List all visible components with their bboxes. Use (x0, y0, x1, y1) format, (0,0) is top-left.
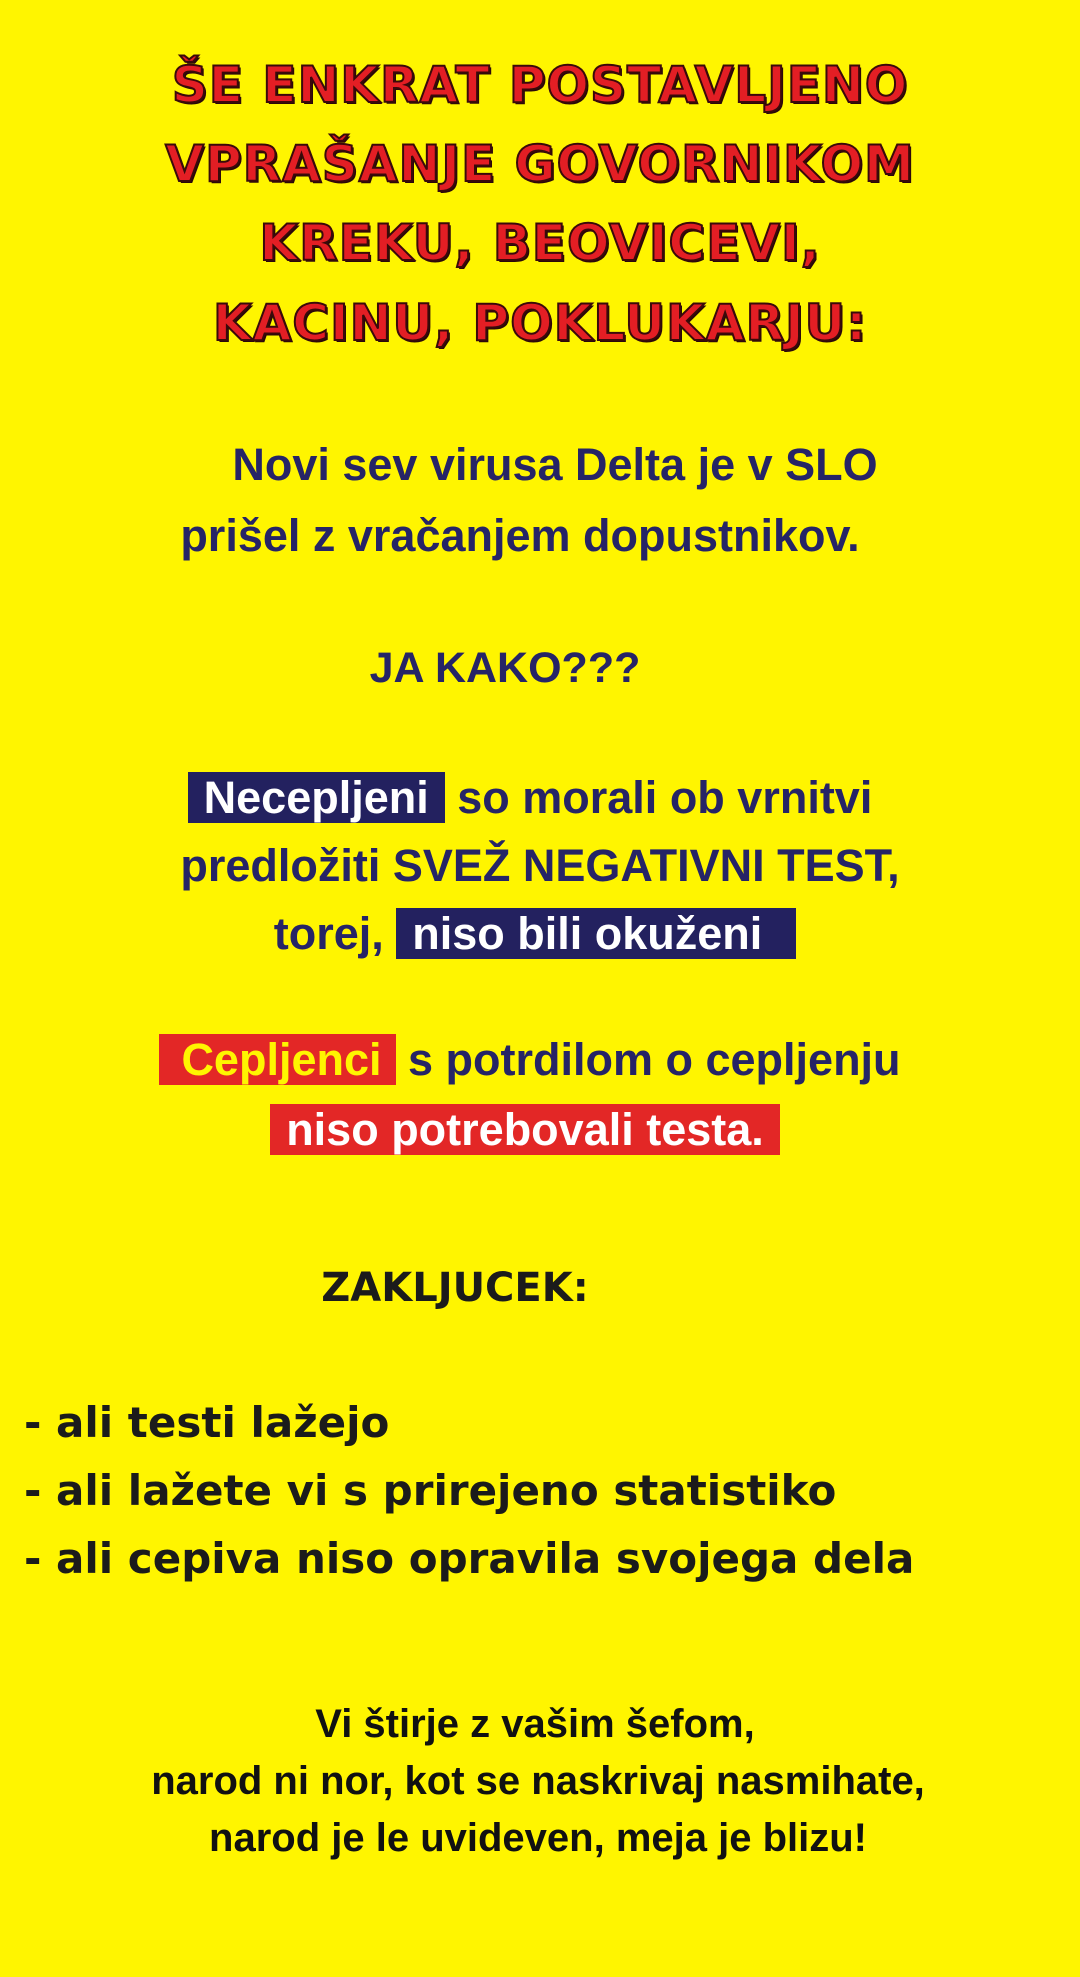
unvaccinated-line-1-rest: so morali ob vrnitvi (444, 772, 873, 823)
vaccinated-line-1-rest: s potrdilom o cepljenju (395, 1034, 901, 1085)
unvaccinated-line-2: predložiti SVEŽ NEGATIVNI TEST, (180, 840, 900, 891)
headline-line-1: ŠE ENKRAT POSTAVLJENO (171, 56, 909, 114)
closing-line-3: narod je le uvideven, meja je blizu! (209, 1816, 867, 1860)
unvaccinated-line-3-highlight: niso bili okuženi (396, 908, 796, 959)
headline-line-4: KACINU, POKLUKARJU: (212, 294, 868, 352)
conclusion-item-2: - ali lažete vi s prirejeno statistiko (24, 1466, 837, 1515)
closing-line-2: narod ni nor, kot se naskrivaj nasmihate, (151, 1759, 925, 1803)
vaccinated-line-2-highlight: niso potrebovali testa. (270, 1104, 780, 1155)
question-text: JA KAKO??? (369, 644, 641, 692)
headline-line-3: KREKU, BEOVICEVI, (259, 214, 821, 272)
conclusion-item-3: - ali cepiva niso opravila svojega dela (24, 1534, 915, 1583)
vaccinated-highlight: Cepljenci (159, 1034, 395, 1085)
intro-line-2: prišel z vračanjem dopustnikov. (180, 510, 860, 561)
headline-line-2: VPRAŠANJE GOVORNIKOM (165, 135, 915, 193)
unvaccinated-line-1 (0, 770, 1070, 826)
conclusion-item-1: - ali testi lažejo (24, 1398, 390, 1447)
conclusion-title: ZAKLJUCEK: (321, 1265, 589, 1311)
vaccinated-line-2 (0, 1102, 1065, 1158)
closing-line-1: Vi štirje z vašim šefom, (315, 1702, 755, 1746)
unvaccinated-line-3-prefix: torej, (273, 908, 397, 959)
intro-line-1: Novi sev virusa Delta je v SLO (232, 439, 878, 490)
unvaccinated-line-3 (0, 906, 1075, 962)
vaccinated-line-1 (0, 1032, 1070, 1088)
unvaccinated-highlight: Necepljeni (188, 772, 445, 823)
